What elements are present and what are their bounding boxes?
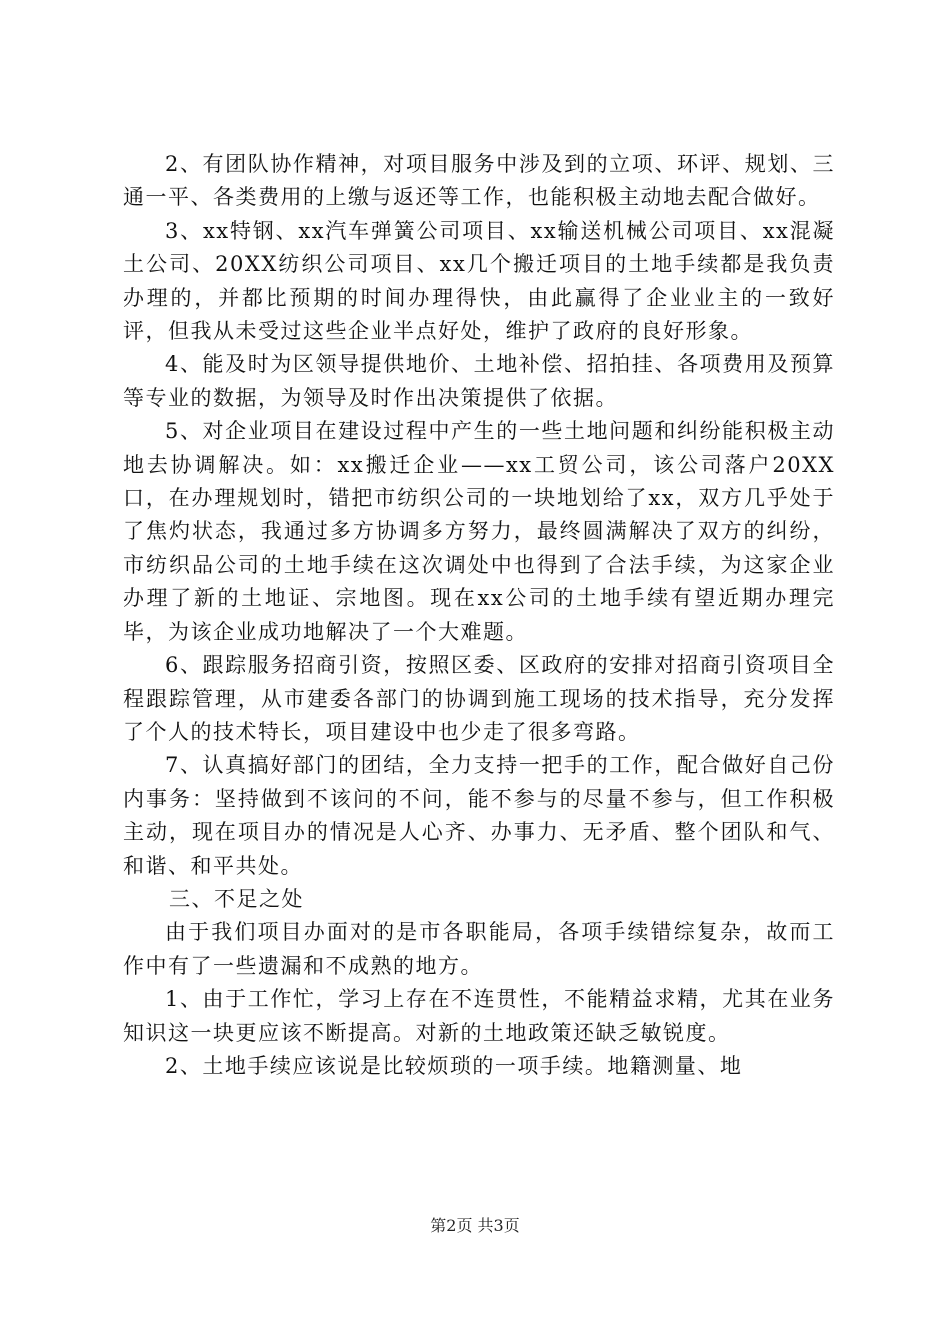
- paragraph-shortcoming-2: 2、土地手续应该说是比较烦琐的一项手续。地籍测量、地: [165, 1053, 743, 1078]
- paragraph-item-4: 4、能及时为区领导提供地价、土地补偿、招拍挂、各项费用及预算等专业的数据，为领导及时作出决策提供了依据。: [123, 352, 835, 410]
- paragraph-item-6: 6、跟踪服务招商引资，按照区委、区政府的安排对招商引资项目全程跟踪管理，从市建委各部门的协调到施工现场的技术指导，充分发挥了个人的技术特长，项目建设中也少走了很多弯路。: [123, 653, 835, 744]
- paragraph-shortcomings-intro: 由于我们项目办面对的是市各职能局，各项手续错综复杂，故而工作中有了一些遗漏和不成熟的地方。: [123, 920, 835, 978]
- section-heading-shortcomings: 三、不足之处: [169, 886, 304, 911]
- paragraph-item-2: 2、有团队协作精神，对项目服务中涉及到的立项、环评、规划、三通一平、各类费用的上缴与返还等工作，也能积极主动地去配合做好。: [123, 152, 835, 210]
- paragraph-item-7: 7、认真搞好部门的团结，全力支持一把手的工作，配合做好自己份内事务：坚持做到不该问的不问，能不参与的尽量不参与，但工作积极主动，现在项目办的情况是人心齐、办事力、无矛盾、整个团队和气、和谐、和平共处。: [123, 753, 835, 878]
- paragraph-item-3: 3、xx特钢、xx汽车弹簧公司项目、xx输送机械公司项目、xx混凝土公司、20XX纺织公司项目、xx几个搬迁项目的土地手续都是我负责办理的，并都比预期的时间办理得快，由此赢得了企业业主的一致好评，但我从未受过这些企业半点好处，维护了政府的良好形象。: [123, 218, 835, 344]
- document-body: [123, 148, 835, 1083]
- paragraph-item-5: 5、对企业项目在建设过程中产生的一些土地问题和纠纷能积极主动地去协调解决。如：xx搬迁企业——xx工贸公司，该公司落户20XX口，在办理规划时，错把市纺织公司的一块地划给了xx，双方几乎处于了焦灼状态，我通过多方协调多方努力，最终圆满解决了双方的纠纷，市纺织品公司的土地手续在这次调处中也得到了合法手续，为这家企业办理了新的土地证、宗地图。现在xx公司的土地手续有望近期办理完毕，为该企业成功地解决了一个大难题。: [123, 419, 835, 644]
- paragraph-shortcoming-1: 1、由于工作忙，学习上存在不连贯性，不能精益求精，尤其在业务知识这一块更应该不断提高。对新的土地政策还缺乏敏锐度。: [123, 987, 835, 1045]
- page-footer: 第2页 共3页: [430, 1216, 520, 1235]
